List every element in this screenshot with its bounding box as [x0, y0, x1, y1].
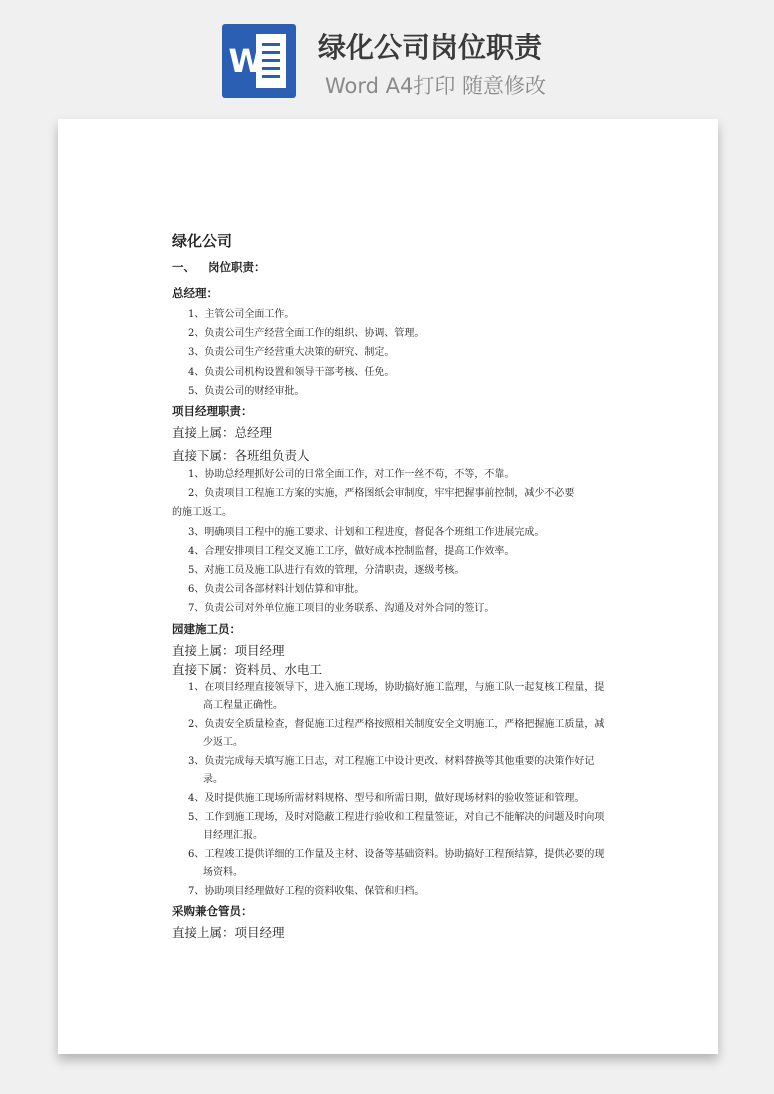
list-item: 5、负责公司的财经审批。: [188, 385, 305, 397]
section-number: 一、: [172, 260, 195, 274]
gm-duty-list: [172, 305, 607, 401]
list-item: 6、工程竣工提供详细的工作量及主材、设备等基础资料。协助搞好工程预结算，提供必要的现场资料。: [188, 848, 605, 878]
list-item: 2、负责安全质量检查，督促施工过程严格按照相关制度安全文明施工，严格把握施工质量，减少返工。: [188, 718, 605, 748]
list-item: 7、协助项目经理做好工程的资料收集、保管和归档。: [188, 885, 425, 897]
list-item: 4、及时提供施工现场所需材料规格、型号和所需日期，做好现场材料的验收签证和管理。: [188, 792, 585, 804]
list-item: 7、负责公司对外单位施工项目的业务联系、沟通及对外合同的签订。: [188, 603, 495, 615]
list-item: 3、负责完成每天填写施工日志，对工程施工中设计更改、材料替换等其他重要的决策作好记录。: [188, 755, 595, 785]
list-item: 1、协助总经理抓好公司的日常全面工作，对工作一丝不苟，不等，不靠。: [188, 469, 515, 481]
builder-superior: 直接上属：项目经理: [172, 642, 285, 658]
role-heading-pm: 项目经理职责：: [172, 404, 253, 419]
banner-subtitle: Word A4打印 随意修改: [325, 74, 547, 98]
builder-subordinate: 直接下属：资料员、水电工: [172, 661, 323, 677]
list-item: 4、合理安排项目工程交叉施工工序，做好成本控制监督，提高工作效率。: [188, 545, 515, 557]
banner-title: 绿化公司岗位职责: [318, 31, 543, 64]
banner: [0, 0, 774, 118]
list-item: 1、主管公司全面工作。: [188, 309, 295, 320]
list-item: 3、明确项目工程中的施工要求、计划和工程进度，督促各个班组工作进展完成。: [188, 526, 545, 538]
section-title: 岗位职责：: [208, 260, 266, 274]
word-document-icon: [222, 24, 296, 98]
list-item: 1、在项目经理直接领导下，进入施工现场，协助搞好施工监理，与施工队一起复核工程量，提高工程量正确性。: [188, 681, 605, 711]
pm-duty-list: [172, 465, 607, 619]
document-content: [172, 231, 607, 942]
role-heading-builder: 园建施工员：: [172, 621, 241, 636]
builder-duty-list: [172, 679, 607, 901]
list-item: 2、负责项目工程施工方案的实施，严格图纸会审制度，牢牢把握事前控制，减少不必要: [188, 488, 575, 500]
list-item: 5、工作到施工现场，及时对隐蔽工程进行验收和工程量签证，对自己不能解决的问题及时向项目经理汇报。: [188, 811, 605, 841]
purchaser-superior: 直接上属：项目经理: [172, 924, 285, 940]
list-item-continuation: 的施工返工。: [172, 507, 232, 519]
role-heading-gm: 总经理：: [172, 286, 218, 300]
role-heading-purchaser: 采购兼仓管员：: [172, 903, 253, 918]
list-item: 6、负责公司各部材料计划估算和审批。: [188, 584, 365, 596]
document-page: [58, 119, 718, 1054]
word-icon-letter: W: [228, 42, 264, 80]
list-item: 3、负责公司生产经营重大决策的研究、制定。: [188, 347, 395, 359]
document-title: 绿化公司: [172, 232, 233, 250]
list-item: 5、对施工员及施工队进行有效的管理，分清职责，逐级考核。: [188, 565, 465, 577]
pm-subordinate: 直接下属：各班组负责人: [172, 448, 310, 464]
list-item: 4、负责公司机构设置和领导干部考核、任免。: [188, 366, 395, 378]
section-heading: [172, 259, 607, 275]
pm-superior: 直接上属：总经理: [172, 425, 273, 441]
list-item: 2、负责公司生产经营全面工作的组织、协调、管理。: [188, 328, 425, 340]
